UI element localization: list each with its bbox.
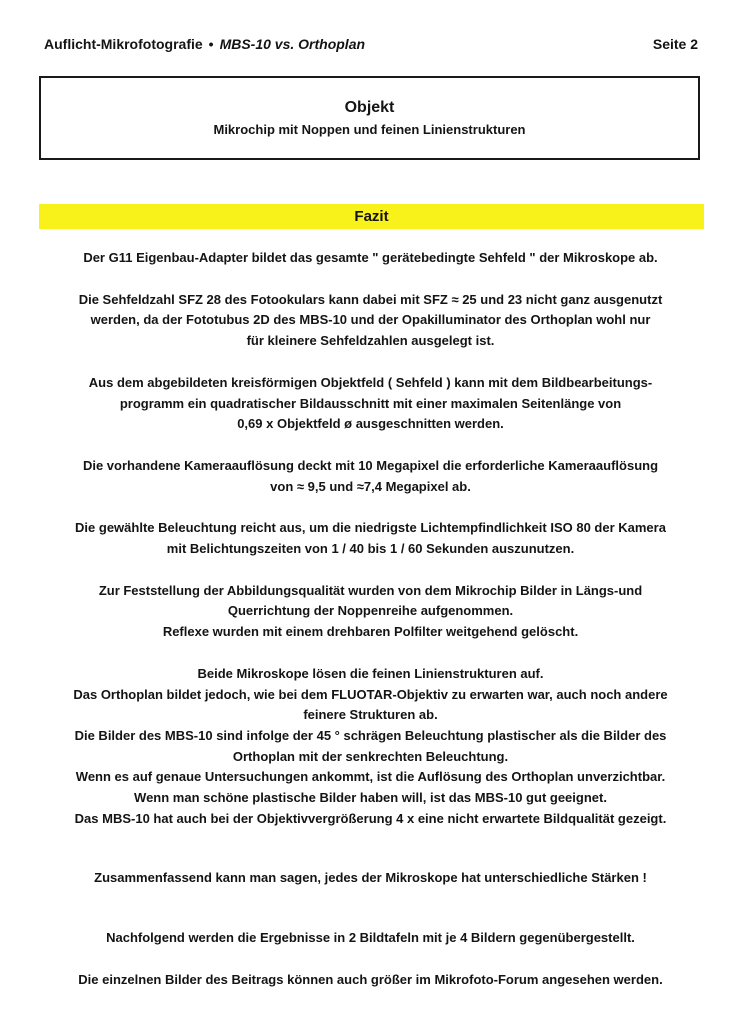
page-header xyxy=(44,36,698,56)
text-line: Reflexe wurden mit einem drehbaren Polfilter weitgehend gelöscht. xyxy=(162,624,579,640)
paragraph xyxy=(30,518,711,559)
page-number: Seite 2 xyxy=(652,36,698,52)
header-comparison: MBS-10 vs. Orthoplan xyxy=(219,36,366,52)
text-line: Die vorhandene Kameraauflösung deckt mit 10 Megapixel die erforderliche Kameraauflösung xyxy=(82,457,659,473)
paragraph xyxy=(30,456,711,497)
text-line: mit Belichtungszeiten von 1 / 40 bis 1 / 60 Sekunden auszunutzen. xyxy=(166,541,575,557)
text-line: feinere Strukturen ab. xyxy=(303,707,438,723)
text-line: von ≈ 9,5 und ≈7,4 Megapixel ab. xyxy=(270,478,471,494)
text-line: für kleinere Sehfeldzahlen ausgelegt ist. xyxy=(246,333,495,349)
text-line: Nachfolgend werden die Ergebnisse in 2 Bildtafeln mit je 4 Bildern gegenübergestellt. xyxy=(106,930,635,946)
text-line: Die Bilder des MBS-10 sind infolge der 45 ° schrägen Beleuchtung plastischer als die Bilder des xyxy=(74,727,667,743)
text-line: Die gewählte Beleuchtung reicht aus, um die niedrigste Lichtempfindlichkeit ISO 80 der Kamera xyxy=(75,520,666,536)
text-line: 0,69 x Objektfeld ø ausgeschnitten werden. xyxy=(237,416,504,432)
paragraph xyxy=(30,664,711,830)
paragraph xyxy=(30,290,711,352)
paragraph xyxy=(30,928,711,949)
bullet-separator: • xyxy=(208,36,214,52)
object-title: Objekt xyxy=(344,99,395,116)
text-line: Die Sehfeldzahl SFZ 28 des Fotookulars kann dabei mit SFZ ≈ 25 und 23 nicht ganz ausgenutzt xyxy=(78,291,663,307)
object-box xyxy=(39,76,700,160)
text-line: Die einzelnen Bilder des Beitrags können auch größer im Mikrofoto-Forum angesehen werden. xyxy=(78,971,663,987)
fazit-heading: Fazit xyxy=(39,204,704,229)
text-line: Der G11 Eigenbau-Adapter bildet das gesamte " gerätebedingte Sehfeld " der Mikroskope ab. xyxy=(83,250,658,265)
text-line: Zusammenfassend kann man sagen, jedes der Mikroskope hat unterschiedliche Stärken ! xyxy=(94,870,647,886)
text-line: Aus dem abgebildeten kreisförmigen Objektfeld ( Sehfeld ) kann mit dem Bildbearbeitungs- xyxy=(88,374,653,390)
header-title xyxy=(44,36,365,52)
object-subtitle: Mikrochip mit Noppen und feinen Linienstrukturen xyxy=(213,122,526,137)
text-line: Querrichtung der Noppenreihe aufgenommen. xyxy=(227,603,514,619)
text-line: Das Orthoplan bildet jedoch, wie bei dem FLUOTAR-Objektiv zu erwarten war, auch noch andere xyxy=(73,686,668,702)
text-line: Wenn es auf genaue Untersuchungen ankommt, ist die Auflösung des Orthoplan unverzichtbar. xyxy=(75,769,666,785)
paragraph xyxy=(30,248,711,269)
paragraph xyxy=(30,970,711,991)
text-line: Das MBS-10 hat auch bei der Objektivvergrößerung 4 x eine nicht erwartete Bildqualität gezeigt. xyxy=(74,810,667,826)
paragraph xyxy=(30,373,711,435)
text-line: programm ein quadratischer Bildausschnitt mit einer maximalen Seitenlänge von xyxy=(119,395,622,411)
text-line: werden, da der Fototubus 2D des MBS-10 und der Opakilluminator des Orthoplan wohl nur xyxy=(90,312,651,328)
text-line: Beide Mikroskope lösen die feinen Linienstrukturen auf. xyxy=(197,665,544,681)
paragraph xyxy=(30,868,711,889)
paragraph xyxy=(30,581,711,643)
text-line: Zur Feststellung der Abbildungsqualität wurden von dem Mikrochip Bilder in Längs-und xyxy=(98,582,643,598)
body-text xyxy=(30,248,711,991)
header-topic: Auflicht-Mikrofotografie xyxy=(44,36,203,52)
text-line: Orthoplan mit der senkrechten Beleuchtung. xyxy=(232,748,509,764)
text-line: Wenn man schöne plastische Bilder haben will, ist das MBS-10 gut geeignet. xyxy=(134,790,607,806)
